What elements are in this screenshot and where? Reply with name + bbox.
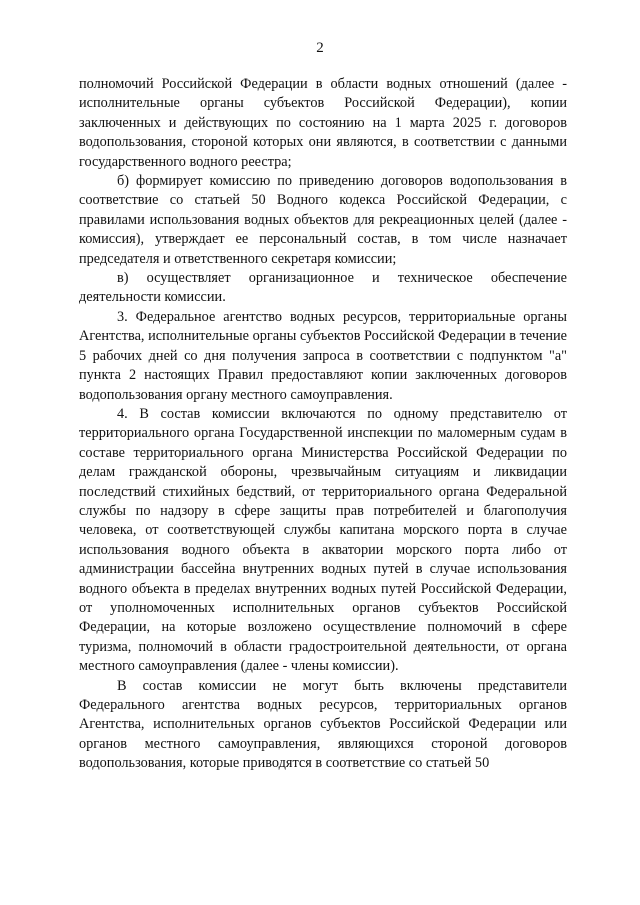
paragraph-continuation: полномочий Российской Федерации в области водных отношений (далее - исполнительные органы субъектов Российской Федерации), копии заключенных и действующих по состоянию на 1 марта 2025 г. договоров водопользования, стороной которых они являются, в соответствии с данными государственного водного реестра; — [79, 76, 567, 170]
page-number: 2 — [316, 40, 324, 56]
paragraph-item-4: 4. В состав комиссии включаются по одному представителю от территориального органа Государственной инспекции по маломерным судам в составе территориального органа Министерства Российской Федерации по делам гражданской обороны, чрезвычайным ситуациям и ликвидации последствий стихийных бедствий, от территориального органа Федеральной службы по надзору в сфере защиты прав потребителей и благополучия человека, от соответствующей службы капитана морского порта в случае использования водного объекта в акватории морского порта либо от администрации бассейна внутренних водных путей в случае использования водного объекта в пределах внутренних водных путей Российской Федерации, от уполномоченных исполнительных органов субъектов Российской Федерации, на которые возложено осуществление полномочий в сфере туризма, полномочий в области градостроительной деятельности, от органа местного самоуправления (далее - члены комиссии). — [79, 405, 567, 675]
paragraph-subitem-v: в) осуществляет организационное и техническое обеспечение деятельности комиссии. — [79, 270, 567, 306]
document-body — [79, 75, 567, 774]
paragraph-item-3: 3. Федеральное агентство водных ресурсов, территориальные органы Агентства, исполнительные органы субъектов Российской Федерации в течение 5 рабочих дней со дня получения запроса в соответствии с подпунктом "а" пункта 2 настоящих Правил предоставляют копии заключенных договоров водопользования органу местного самоуправления. — [79, 308, 567, 403]
paragraph-commission-restriction: В состав комиссии не могут быть включены представители Федерального агентства водных ресурсов, территориальных органов Агентства, исполнительных органов субъектов Российской Федерации или органов местного самоуправления, являющихся стороной договоров водопользования, которые приводятся в соответствие со статьей 50 — [79, 677, 567, 772]
paragraph-subitem-b: б) формирует комиссию по приведению договоров водопользования в соответствие со статьей 50 Водного кодекса Российской Федерации, с правилами использования водных объектов для рекреационных целей (далее - комиссия), утверждает ее персональный состав, в том числе назначает председателя и ответственного секретаря комиссии; — [79, 173, 567, 267]
